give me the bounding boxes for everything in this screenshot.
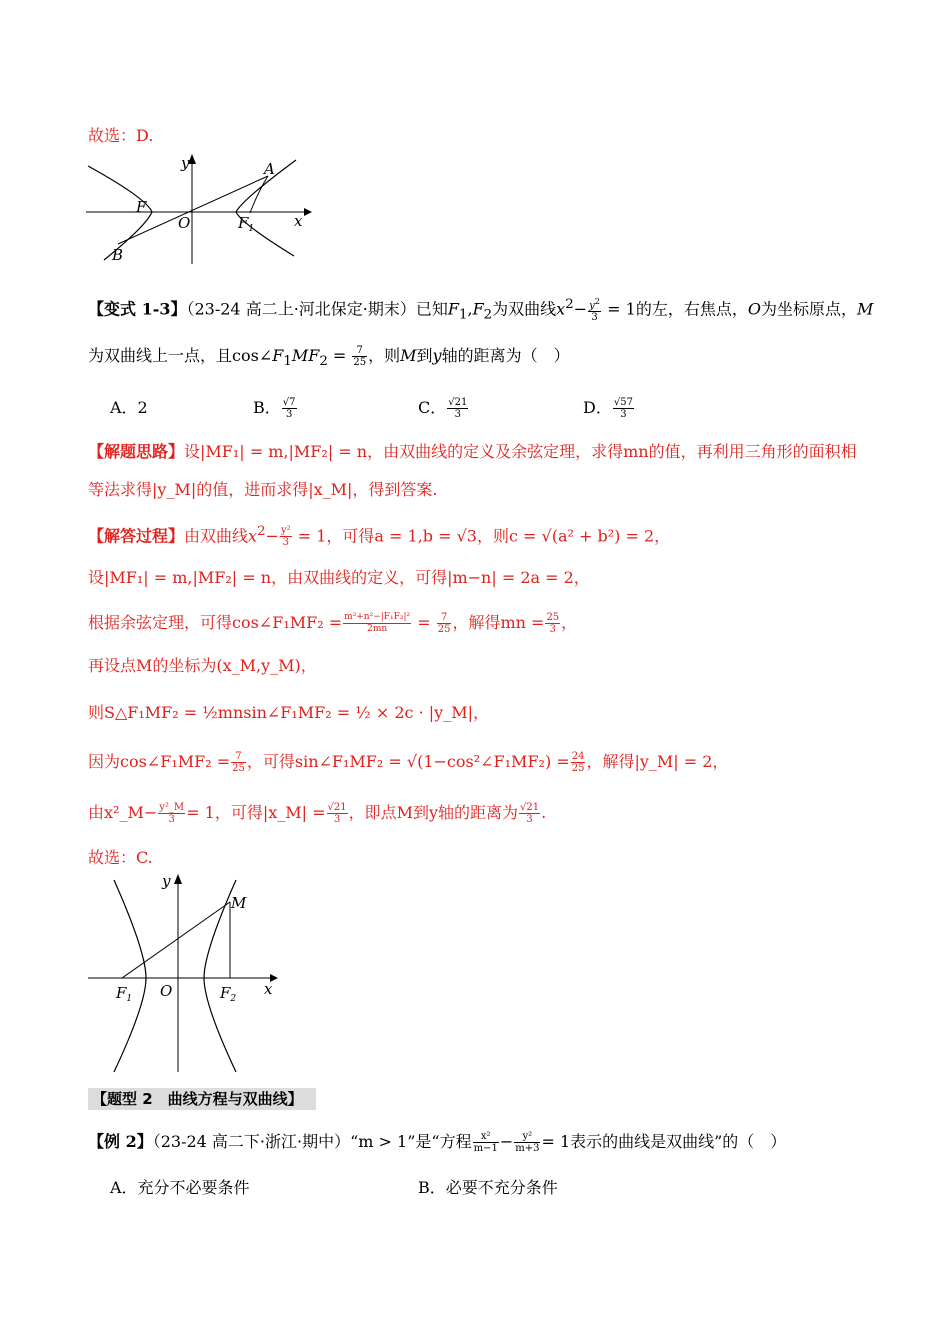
option-b[interactable]: B． $\frac{√7}{3}$ [253, 397, 296, 420]
idea-line-2: 等法求得|y_M|的值，进而求得|x_M|，得到答案. [88, 480, 438, 499]
label-b: B [112, 246, 124, 264]
example-option-b[interactable]: B．必要不充分条件 [418, 1178, 558, 1197]
label-f2: $F_2$ [220, 984, 237, 1004]
label-y: y [162, 872, 171, 890]
label-f1: $F_1$ [238, 214, 255, 234]
y-axis-arrow-icon [174, 874, 182, 884]
label-a: A [264, 160, 275, 178]
process-line-1: 【解答过程】由双曲线$x^2-$ $\frac{\text{y²}}{3}$ = 1，可得a = 1,b = √3，则c = √(a² + b²) = 2， [88, 524, 671, 549]
variant-question-line-2: 为双曲线上一点，且$\cos\angle F_1MF_2$ = $\frac{7}{25}$ ，则M到y轴的距离为（ ） [88, 345, 570, 370]
label-f1: $F_1$ [116, 984, 133, 1004]
example-question: 【例 2】（23-24 高二下·浙江·期中）“m > 1”是“方程 $\frac{\text{x²}}{m-1}$ − $\frac{\text{y²}}{m+3}$ = 1表示的曲线是双曲线”的（ ） [88, 1131, 787, 1154]
process-line-5: 则S△F₁MF₂ = ½mnsin∠F₁MF₂ = ½ × 2c · |y_M|， [88, 703, 489, 722]
idea-line-1: 【解题思路】设|MF₁| = m,|MF₂| = n，由双曲线的定义及余弦定理，求得mn的值，再利用三角形的面积相 [88, 442, 857, 461]
answer-line-2: 故选：C. [88, 848, 153, 867]
option-d[interactable]: D． $\frac{√57}{3}$ [583, 397, 633, 420]
label-f: F [136, 198, 147, 216]
variant-question-line-1: 【变式 1-3】（23-24 高二上·河北保定·期末）已知$F_1,F_2$为双曲线$x^2-$ $\frac{y^2}{3}$ = 1的左，右焦点，O为坐标原点，M [88, 296, 874, 324]
example-option-a[interactable]: A．充分不必要条件 [110, 1178, 250, 1197]
hyperbola-figure-2 [84, 872, 284, 1074]
option-a[interactable]: A．2 [110, 398, 148, 417]
left-branch [114, 880, 146, 1072]
label-o: O [178, 214, 191, 232]
answer-line-1: 故选：D. [88, 126, 154, 145]
process-line-7: 由x²_M− $\frac{\text{y²\_M}}{3}$ = 1，可得|x_M| = $\frac{√21}{3}$ ，即点M到y轴的距离为 $\frac{√21}{3}$ . [88, 802, 547, 825]
label-y: y [181, 154, 190, 172]
process-line-3: 根据余弦定理，可得cos∠F₁MF₂ = $\frac{\text{m²+n²−|F₁F₂|²}}{2mn}$ = $\frac{7}{25}$ ，解得mn = $\frac{25}{3}$ ， [88, 612, 578, 635]
process-line-4: 再设点M的坐标为(x_M,y_M)， [88, 656, 317, 675]
label-x: x [294, 212, 303, 230]
label-o: O [160, 982, 173, 1000]
x-axis-arrow-icon [304, 208, 312, 216]
label-m: M [231, 894, 247, 912]
option-c[interactable]: C． $\frac{√21}{3}$ [418, 397, 468, 420]
hyperbola-figure-1 [82, 152, 314, 266]
section-header: 【题型 2 曲线方程与双曲线】 [88, 1088, 316, 1110]
process-line-6: 因为cos∠F₁MF₂ = $\frac{7}{25}$ ，可得sin∠F₁MF₂ = √(1−cos²∠F₁MF₂) = $\frac{24}{25}$ ，解得|y_M| = 2， [88, 751, 729, 774]
label-x: x [264, 980, 273, 998]
process-line-2: 设|MF₁| = m,|MF₂| = n，由双曲线的定义，可得|m−n| = 2a = 2， [88, 568, 590, 587]
